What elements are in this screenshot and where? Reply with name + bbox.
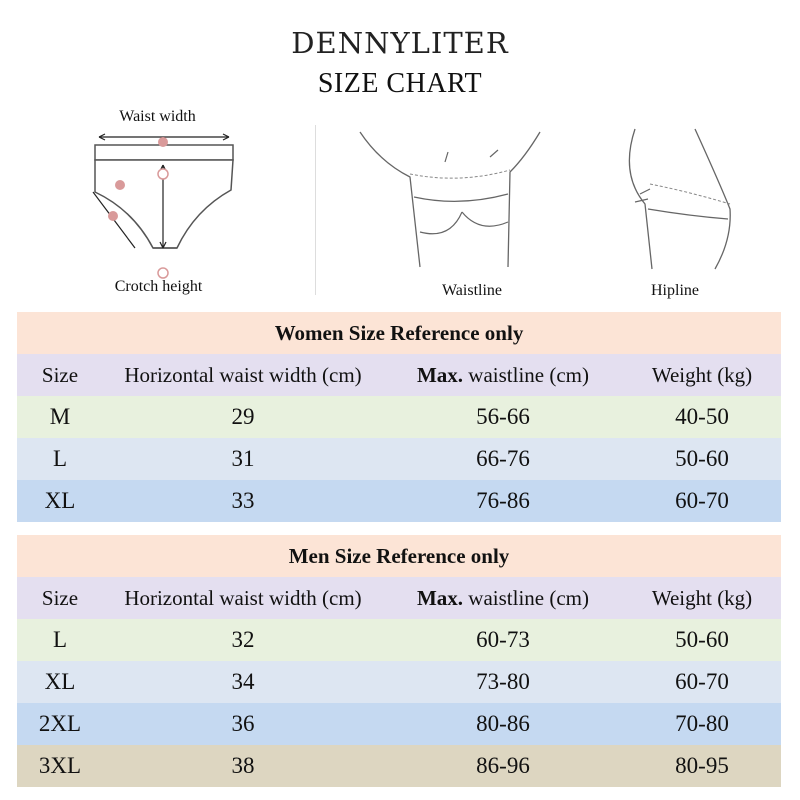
women-column-headers bbox=[17, 354, 781, 396]
size-cell: XL bbox=[44, 488, 76, 513]
col-horizontal-header: Horizontal waist width (cm) bbox=[124, 362, 362, 387]
col-max-waist-header bbox=[383, 577, 623, 619]
size-cell: 3XL bbox=[38, 753, 82, 778]
width-cell: 31 bbox=[231, 446, 255, 471]
waist-cell: 60-73 bbox=[476, 627, 530, 652]
weight-cell: 40-50 bbox=[675, 404, 729, 429]
table-row bbox=[17, 661, 781, 703]
men-column-headers bbox=[17, 577, 781, 619]
women-table-title: Women Size Reference only bbox=[274, 320, 524, 345]
col-size-header: Size bbox=[41, 362, 79, 387]
col-weight-header: Weight (kg) bbox=[651, 585, 753, 610]
women-size-table bbox=[17, 312, 781, 522]
max-prefix: Max. bbox=[416, 585, 464, 610]
waist-cell: 80-86 bbox=[476, 711, 530, 736]
men-table-title: Men Size Reference only bbox=[288, 543, 510, 568]
table-row bbox=[17, 438, 781, 480]
divider bbox=[315, 125, 316, 295]
weight-cell: 60-70 bbox=[675, 488, 729, 513]
table-row bbox=[17, 396, 781, 438]
size-cell: L bbox=[52, 627, 68, 652]
brand-name: DENNYLITER bbox=[291, 26, 509, 60]
size-cell: L bbox=[52, 446, 68, 471]
waistline-label: Waistline bbox=[441, 282, 503, 299]
waist-cell: 56-66 bbox=[476, 404, 530, 429]
waist-width-label: Waist width bbox=[119, 108, 196, 125]
size-cell: 2XL bbox=[38, 711, 82, 736]
crotch-height-label: Crotch height bbox=[114, 278, 203, 295]
max-suffix: waistline (cm) bbox=[463, 362, 590, 387]
waistline-figure bbox=[350, 122, 550, 272]
width-cell: 32 bbox=[231, 627, 255, 652]
women-table-title-row bbox=[17, 312, 781, 354]
weight-cell: 60-70 bbox=[675, 669, 729, 694]
page-title: SIZE CHART bbox=[317, 68, 483, 99]
weight-cell: 50-60 bbox=[675, 627, 729, 652]
width-cell: 29 bbox=[231, 404, 255, 429]
weight-cell: 70-80 bbox=[675, 711, 729, 736]
size-cell: M bbox=[49, 404, 71, 429]
col-size-header: Size bbox=[41, 585, 79, 610]
width-cell: 34 bbox=[231, 669, 255, 694]
weight-cell: 50-60 bbox=[675, 446, 729, 471]
waist-cell: 66-76 bbox=[476, 446, 530, 471]
table-row bbox=[17, 619, 781, 661]
waist-cell: 86-96 bbox=[476, 753, 530, 778]
col-weight-header: Weight (kg) bbox=[651, 362, 753, 387]
men-table-title-row bbox=[17, 535, 781, 577]
width-cell: 38 bbox=[231, 753, 255, 778]
briefs-diagram bbox=[85, 130, 245, 280]
hipline-label: Hipline bbox=[651, 282, 699, 299]
size-cell: XL bbox=[44, 669, 76, 694]
men-size-table bbox=[17, 535, 781, 787]
waist-cell: 76-86 bbox=[476, 488, 530, 513]
hipline-figure bbox=[610, 124, 740, 274]
width-cell: 33 bbox=[231, 488, 255, 513]
table-row bbox=[17, 703, 781, 745]
max-prefix: Max. bbox=[416, 362, 464, 387]
width-cell: 36 bbox=[231, 711, 255, 736]
max-suffix: waistline (cm) bbox=[463, 585, 590, 610]
table-row bbox=[17, 745, 781, 787]
illustrations bbox=[0, 110, 800, 310]
weight-cell: 80-95 bbox=[675, 753, 729, 778]
col-max-waist-header bbox=[383, 354, 623, 396]
waist-cell: 73-80 bbox=[476, 669, 530, 694]
table-row bbox=[17, 480, 781, 522]
col-horizontal-header: Horizontal waist width (cm) bbox=[124, 585, 362, 610]
